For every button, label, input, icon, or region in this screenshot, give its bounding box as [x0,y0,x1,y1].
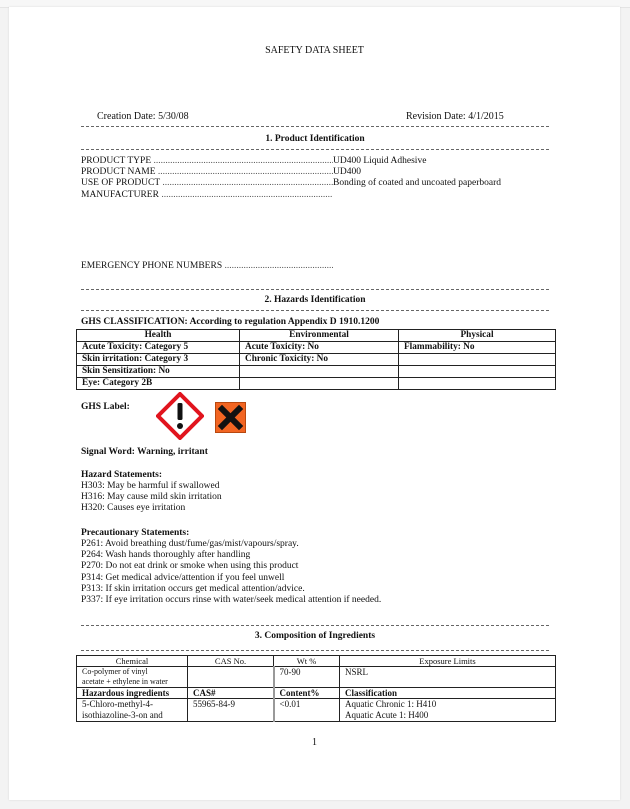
document-page [9,7,620,800]
table-subheader-row: Hazardous ingredients CAS# Content% Classification [77,688,556,699]
divider [81,126,549,127]
hazard-statements-heading: Hazard Statements: [81,470,162,480]
list-item: H303: May be harmful if swallowed [81,481,220,491]
revision-date: Revision Date: 4/1/2015 [406,111,504,122]
table-row: Acute Toxicity: Category 5 Acute Toxicity: No Flammability: No [77,342,556,354]
list-item: P337: If eye irritation occurs rinse with water/seek medical attention if needed. [81,595,382,606]
table-row: Co-polymer of vinyl acetate + ethylene in water 70-90 NSRL [77,667,556,688]
creation-date: Creation Date: 5/30/08 [97,111,189,122]
list-item: P314: Get medical advice/attention if you feel unwell [81,572,285,583]
exclamation-mark-diamond-icon [156,392,204,440]
divider [81,149,549,150]
table-header-row: Health Environmental Physical [77,330,556,342]
orange-x-irritant-icon [215,402,246,433]
divider [81,310,549,311]
ghs-classification: GHS CLASSIFICATION: According to regulation Appendix D 1910.1200 [81,317,380,327]
section-2-heading: 2. Hazards Identification [264,295,366,305]
table-header-row: Chemical CAS No. Wt % Exposure Limits [77,656,556,667]
field-use-of-product: USE OF PRODUCT ..... Bonding of coated and uncoated paperboard [81,178,501,189]
divider [81,625,549,626]
section-3-heading: 3. Composition of Ingredients [254,631,376,641]
divider [81,650,549,651]
list-item: P313: If skin irritation occurs get medical attention/advice. [81,583,305,594]
list-item: P264: Wash hands thoroughly after handling [81,550,251,561]
list-item: P261: Avoid breathing dust/fume/gas/mist/vapours/spray. [81,539,299,549]
field-manufacturer: MANUFACTURER ..... [81,190,501,201]
document-title: SAFETY DATA SHEET [265,45,364,56]
field-product-type: PRODUCT TYPE ..... UD400 Liquid Adhesive [81,156,501,167]
list-item: H316: May cause mild skin irritation [81,492,222,503]
list-item: P270: Do not eat drink or smoke when using this product [81,561,299,572]
hazard-statements-list [81,481,222,515]
page-number: 1 [312,737,317,748]
table-row: Skin irritation: Category 3 Chronic Toxicity: No [77,354,556,366]
table-row: Skin Sensitization: No [77,366,556,378]
precautionary-statements-list [81,539,381,606]
ghs-label-heading: GHS Label: [81,402,130,412]
section-1-heading: 1. Product Identification [265,134,365,144]
table-row: Eye: Category 2B [77,378,556,390]
product-identification-fields [81,156,501,201]
composition-table [76,655,556,722]
field-emergency-phone: EMERGENCY PHONE NUMBERS ..... [81,261,333,272]
signal-word: Signal Word: Warning, irritant [81,447,208,457]
precautionary-statements-heading: Precautionary Statements: [81,528,190,538]
divider [81,289,549,290]
table-row: 5-Chloro-methyl-4- isothiazoline-3-on and 55965-84-9 <0.01 Aquatic Chronic 1: H410 Aquatic Acute 1: H400 [77,699,556,722]
list-item: H320: Causes eye irritation [81,503,186,514]
ghs-classification-table [76,329,556,390]
field-product-name: PRODUCT NAME ..... UD400 [81,167,501,178]
